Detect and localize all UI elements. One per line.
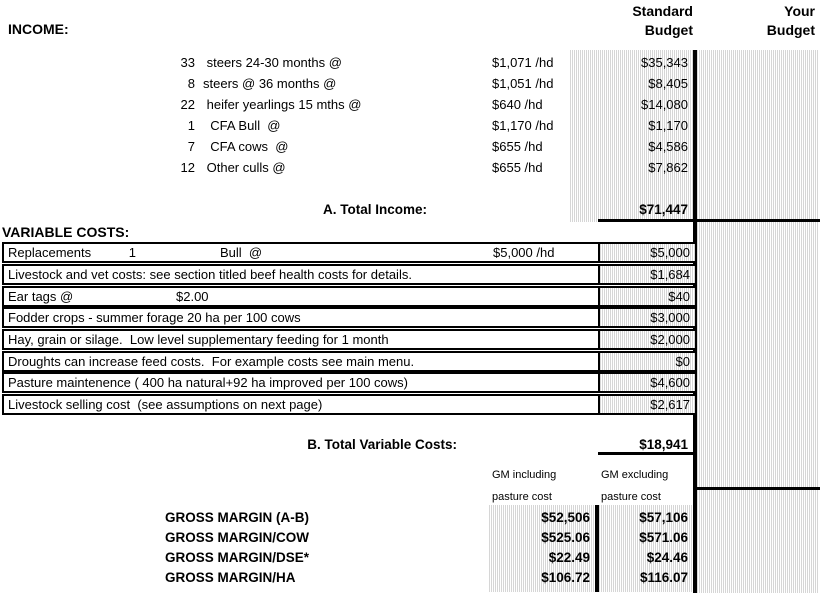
cost-description: Fodder crops - summer forage 20 ha per 100 cows bbox=[8, 310, 301, 325]
unit-price: $1,071 /hd bbox=[492, 55, 554, 70]
gm-including-header-line1: GM including bbox=[492, 469, 557, 481]
cost-row bbox=[2, 394, 697, 415]
cost-row bbox=[2, 372, 697, 393]
item-label: heifer yearlings 15 mths @ bbox=[203, 97, 362, 112]
item-label: CFA Bull @ bbox=[203, 118, 281, 133]
gross-margin-row bbox=[0, 568, 820, 588]
cost-row bbox=[2, 329, 697, 350]
gross-margin-row bbox=[0, 508, 820, 528]
your-budget-header bbox=[694, 2, 815, 40]
unit-price: $655 /hd bbox=[492, 160, 543, 175]
cost-amount: $5,000 bbox=[598, 242, 697, 263]
total-variable-costs-label: B. Total Variable Costs: bbox=[307, 437, 457, 452]
gm-excluding-value: $24.46 bbox=[646, 550, 688, 565]
gm-including-header-line2: pasture cost bbox=[492, 491, 552, 503]
gm-including-value: $525.06 bbox=[541, 530, 590, 545]
gm-excluding-value: $57,106 bbox=[639, 510, 688, 525]
standard-amount: $35,343 bbox=[641, 55, 688, 70]
total-income-label: A. Total Income: bbox=[322, 202, 427, 217]
cost-amount: $4,600 bbox=[598, 372, 697, 393]
cost-amount: $0 bbox=[598, 351, 697, 372]
standard-amount: $8,405 bbox=[648, 76, 688, 91]
gm-including-value: $106.72 bbox=[541, 570, 590, 585]
gross-margin-label: GROSS MARGIN/DSE* bbox=[165, 550, 310, 565]
cost-amount: $1,684 bbox=[598, 264, 697, 285]
quantity-cell: 7 bbox=[187, 139, 195, 154]
your-budget-header-line2: Budget bbox=[766, 22, 815, 38]
item-label: steers @ 36 months @ bbox=[203, 76, 337, 91]
standard-budget-header-line1: Standard bbox=[632, 3, 693, 19]
standard-budget-header-line2: Budget bbox=[644, 22, 693, 38]
item-label: Other culls @ bbox=[203, 160, 286, 175]
gm-excluding-header-line1: GM excluding bbox=[601, 469, 669, 481]
gm-including-value: $52,506 bbox=[541, 510, 590, 525]
gross-margin-row bbox=[0, 528, 820, 548]
cost-amount: $2,000 bbox=[598, 329, 697, 350]
unit-price: $1,051 /hd bbox=[492, 76, 554, 91]
cost-quantity: 1 bbox=[128, 245, 136, 260]
total-income-amount: $71,447 bbox=[639, 202, 688, 217]
item-label: steers 24-30 months @ bbox=[203, 55, 342, 70]
cost-description: Ear tags @ bbox=[8, 289, 74, 304]
cost-description: Livestock and vet costs: see section titled beef health costs for details. bbox=[8, 267, 412, 282]
your-budget-header-line1: Your bbox=[784, 3, 815, 19]
quantity-cell: 12 bbox=[180, 160, 195, 175]
gross-margin-label: GROSS MARGIN/COW bbox=[165, 530, 309, 545]
income-row bbox=[0, 136, 820, 157]
income-row bbox=[0, 115, 820, 136]
cost-description: Pasture maintenence ( 400 ha natural+92 ha improved per 100 cows) bbox=[8, 375, 408, 390]
cost-row bbox=[2, 286, 697, 307]
cost-unit-price: $5,000 /hd bbox=[493, 245, 555, 260]
gross-margin-label: GROSS MARGIN/HA bbox=[165, 570, 296, 585]
standard-amount: $4,586 bbox=[648, 139, 688, 154]
your-budget-section-divider bbox=[697, 487, 820, 490]
cost-row bbox=[2, 307, 697, 328]
total-variable-costs-underline bbox=[598, 452, 693, 455]
gm-including-value: $22.49 bbox=[548, 550, 590, 565]
gm-excluding-value: $571.06 bbox=[639, 530, 688, 545]
cost-unit-price: $2.00 bbox=[176, 289, 209, 304]
quantity-cell: 8 bbox=[187, 76, 195, 91]
income-row bbox=[0, 73, 820, 94]
gross-margin-label: GROSS MARGIN (A-B) bbox=[165, 510, 309, 525]
income-row bbox=[0, 157, 820, 178]
gm-excluding-value: $116.07 bbox=[639, 570, 688, 585]
gm-excluding-header-line2: pasture cost bbox=[601, 491, 661, 503]
item-label: CFA cows @ bbox=[203, 139, 289, 154]
income-section-label: INCOME: bbox=[8, 21, 69, 37]
total-variable-costs-row bbox=[0, 434, 820, 455]
income-row bbox=[0, 52, 820, 73]
total-income-row bbox=[0, 199, 820, 220]
cost-row bbox=[2, 351, 697, 372]
income-row bbox=[0, 94, 820, 115]
total-variable-costs-amount: $18,941 bbox=[639, 437, 688, 452]
cost-amount: $40 bbox=[598, 286, 697, 307]
cost-description: Hay, grain or silage. Low level supplementary feeding for 1 month bbox=[8, 332, 389, 347]
variable-costs-section-label: VARIABLE COSTS: bbox=[2, 224, 130, 240]
cost-description: Droughts can increase feed costs. For example costs see main menu. bbox=[8, 354, 415, 369]
gross-margin-row bbox=[0, 548, 820, 568]
unit-price: $655 /hd bbox=[492, 139, 543, 154]
quantity-cell: 33 bbox=[180, 55, 195, 70]
cost-item: Bull @ bbox=[220, 245, 263, 260]
cost-amount: $2,617 bbox=[598, 394, 697, 415]
quantity-cell: 1 bbox=[187, 118, 195, 133]
cost-description: Livestock selling cost (see assumptions on next page) bbox=[8, 397, 323, 412]
standard-amount: $1,170 bbox=[648, 118, 688, 133]
cost-description: Replacements bbox=[8, 245, 92, 260]
cost-amount: $3,000 bbox=[598, 307, 697, 328]
standard-budget-header bbox=[570, 2, 693, 40]
standard-amount: $7,862 bbox=[648, 160, 688, 175]
cost-row bbox=[2, 242, 697, 263]
unit-price: $640 /hd bbox=[492, 97, 543, 112]
standard-amount: $14,080 bbox=[641, 97, 688, 112]
cost-row bbox=[2, 264, 697, 285]
unit-price: $1,170 /hd bbox=[492, 118, 554, 133]
quantity-cell: 22 bbox=[180, 97, 195, 112]
